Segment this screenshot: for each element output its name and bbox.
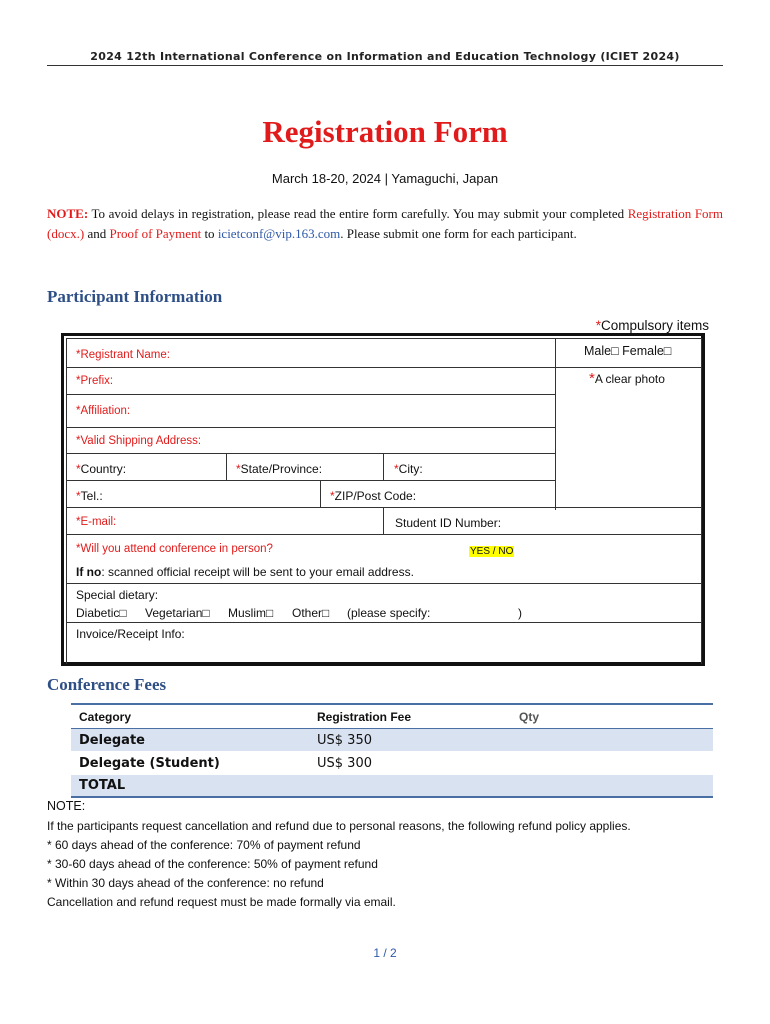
gender-checkboxes[interactable]: Male□ Female□	[584, 344, 672, 358]
affiliation-field[interactable]: *Affiliation:	[76, 405, 131, 417]
fees-section-title: Conference Fees	[47, 675, 167, 694]
attend-yes-no[interactable]	[469, 543, 514, 557]
page-title: Registration Form	[262, 114, 508, 149]
compulsory-text: Compulsory items	[600, 318, 709, 333]
fee-category: Delegate	[79, 733, 145, 748]
photo-label: A clear photo	[594, 372, 665, 386]
diet-vegetarian-checkbox[interactable]: Vegetarian□	[145, 606, 210, 620]
if-no-note	[76, 565, 414, 579]
table-row	[71, 729, 713, 751]
note-text: and	[84, 226, 110, 241]
photo-box[interactable]	[589, 370, 665, 387]
zip-field[interactable]: *ZIP/Post Code:	[330, 489, 417, 503]
diet-specify-close: )	[518, 606, 522, 620]
email-link[interactable]: icietconf@vip.163.com	[217, 226, 341, 241]
refund-line: If the participants request cancellation and refund due to personal reasons, the following refund policy applies.	[47, 819, 631, 833]
refund-line: * Within 30 days ahead of the conference: no refund	[47, 876, 324, 890]
note-label: NOTE:	[47, 206, 89, 221]
note-text: to	[201, 226, 218, 241]
diet-diabetic-checkbox[interactable]: Diabetic□	[76, 606, 127, 620]
fees-header-qty: Qty	[519, 710, 540, 724]
fees-header-fee: Registration Fee	[317, 710, 412, 724]
zip-label: ZIP/Post Code:	[334, 489, 417, 503]
diet-specify-label: (please specify:	[347, 606, 431, 620]
attend-question: *Will you attend conference in person?	[76, 543, 273, 555]
state-label: State/Province:	[240, 462, 323, 476]
registrant-name-field[interactable]: *Registrant Name:	[76, 349, 170, 361]
student-id-field[interactable]: Student ID Number:	[395, 516, 502, 530]
table-row	[71, 775, 713, 796]
yes-no-label: YES / NO	[470, 546, 514, 557]
required-star: *	[589, 370, 595, 387]
note-text: . Please submit one form for each participant.	[340, 226, 577, 241]
fee-amount: US$ 350	[317, 733, 372, 748]
email-field[interactable]: *E-mail:	[76, 516, 117, 528]
refund-line: * 60 days ahead of the conference: 70% of payment refund	[47, 838, 361, 852]
fees-header-category: Category	[79, 710, 132, 724]
prefix-field[interactable]: *Prefix:	[76, 375, 114, 387]
if-no-bold: If no	[76, 565, 102, 579]
tel-label: Tel.:	[80, 489, 103, 503]
fee-category: Delegate (Student)	[79, 756, 220, 771]
required-star: *	[595, 318, 601, 333]
shipping-address-field[interactable]: *Valid Shipping Address:	[76, 435, 202, 447]
state-field[interactable]: *State/Province:	[236, 462, 323, 476]
registration-form-link[interactable]: Registration Form (docx.)	[47, 206, 723, 241]
header-divider	[47, 65, 723, 66]
participant-section-title: Participant Information	[47, 287, 223, 306]
page-number: 1 / 2	[373, 946, 397, 960]
note-text: To avoid delays in registration, please read the entire form carefully. You may submit your completed	[88, 206, 628, 221]
compulsory-note	[596, 318, 709, 333]
conference-header: 2024 12th International Conference on Information and Education Technology (ICIET 2024)	[90, 50, 680, 63]
city-label: City:	[398, 462, 423, 476]
participant-form	[61, 333, 705, 666]
fees-top-rule	[71, 703, 713, 705]
dietary-label: Special dietary:	[76, 588, 159, 602]
refund-note-label: NOTE:	[47, 799, 86, 813]
fee-amount: US$ 300	[317, 756, 372, 771]
proof-of-payment-link[interactable]: Proof of Payment	[109, 226, 202, 241]
invoice-field[interactable]: Invoice/Receipt Info:	[76, 627, 185, 641]
country-field[interactable]: *Country:	[76, 462, 127, 476]
fee-total-label: TOTAL	[79, 778, 126, 793]
refund-line: * 30-60 days ahead of the conference: 50% of payment refund	[47, 857, 378, 871]
submission-note	[47, 204, 723, 244]
event-date-location: March 18-20, 2024 | Yamaguchi, Japan	[271, 171, 499, 186]
diet-muslim-checkbox[interactable]: Muslim□	[228, 606, 274, 620]
diet-other-checkbox[interactable]: Other□	[292, 606, 330, 620]
if-no-text: : scanned official receipt will be sent to your email address.	[101, 565, 414, 579]
country-label: Country:	[80, 462, 127, 476]
fees-bottom-rule	[71, 796, 713, 798]
city-field[interactable]: *City:	[394, 462, 423, 476]
tel-field[interactable]: *Tel.:	[76, 489, 103, 503]
refund-line: Cancellation and refund request must be made formally via email.	[47, 895, 396, 909]
